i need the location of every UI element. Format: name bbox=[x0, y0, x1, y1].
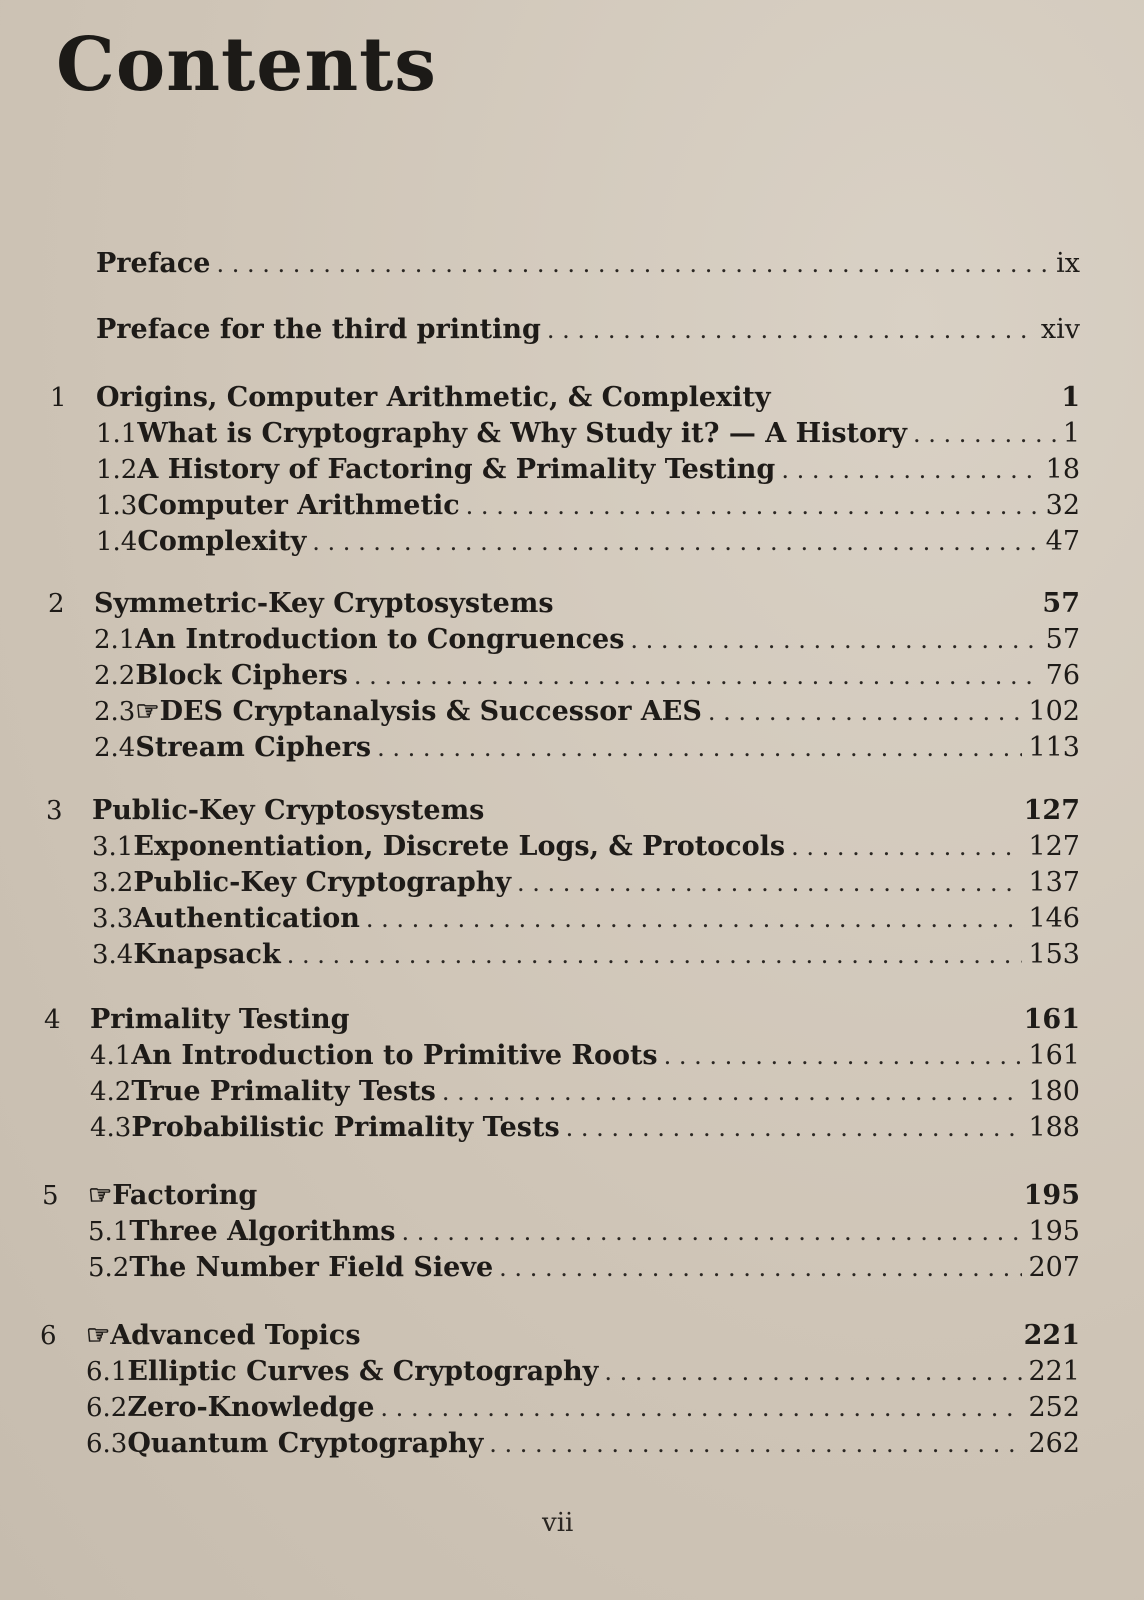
section-page: 127 bbox=[1028, 831, 1080, 862]
section-number: 3.4 bbox=[92, 940, 134, 970]
toc-chapter-6[interactable] bbox=[40, 1318, 1080, 1354]
dot-leader bbox=[630, 622, 1039, 658]
dot-leader bbox=[781, 452, 1039, 488]
dot-leader bbox=[442, 1074, 1023, 1110]
dot-leader bbox=[216, 246, 1050, 282]
toc-section-5.1[interactable] bbox=[88, 1214, 1080, 1250]
chapter-number: 6 bbox=[40, 1321, 57, 1351]
section-number: 5.2 bbox=[88, 1253, 130, 1283]
section-page: 262 bbox=[1028, 1428, 1080, 1459]
section-title: Zero-Knowledge bbox=[127, 1392, 375, 1423]
chapter-title: ☞Factoring bbox=[88, 1180, 258, 1211]
section-number: 4.3 bbox=[90, 1113, 132, 1143]
section-page: 1 bbox=[1062, 418, 1080, 449]
chapter-number: 3 bbox=[46, 796, 63, 826]
section-page: 180 bbox=[1028, 1076, 1080, 1107]
section-title: Quantum Cryptography bbox=[127, 1428, 484, 1459]
section-number: 1.4 bbox=[96, 527, 138, 557]
section-number: 4.1 bbox=[90, 1041, 132, 1071]
section-page: 161 bbox=[1028, 1040, 1080, 1071]
toc-section-3.4[interactable] bbox=[92, 937, 1080, 973]
toc-section-1.2[interactable] bbox=[96, 452, 1080, 488]
section-page: 113 bbox=[1028, 732, 1080, 763]
section-number: 2.1 bbox=[94, 625, 136, 655]
toc-section-1.4[interactable] bbox=[96, 524, 1080, 560]
dot-leader bbox=[466, 488, 1040, 524]
chapter-title: Origins, Computer Arithmetic, & Complexity bbox=[96, 382, 771, 413]
section-title: A History of Factoring & Primality Testing bbox=[137, 454, 776, 485]
chapter-page: 127 bbox=[1023, 795, 1080, 826]
section-page: 18 bbox=[1045, 454, 1080, 485]
entry-title: Preface bbox=[96, 248, 211, 279]
chapter-title: ☞Advanced Topics bbox=[86, 1320, 361, 1351]
section-page: 137 bbox=[1028, 867, 1080, 898]
toc-section-2.1[interactable] bbox=[94, 622, 1080, 658]
section-title: Computer Arithmetic bbox=[137, 490, 460, 521]
toc-section-3.3[interactable] bbox=[92, 901, 1080, 937]
section-title: What is Cryptography & Why Study it? — A History bbox=[137, 418, 907, 449]
chapter-number: 1 bbox=[50, 383, 67, 413]
section-number: 6.2 bbox=[86, 1393, 128, 1423]
chapter-number: 5 bbox=[42, 1181, 59, 1211]
toc-entry-preface[interactable] bbox=[96, 312, 1080, 348]
section-page: 146 bbox=[1028, 903, 1080, 934]
dot-leader bbox=[499, 1250, 1022, 1286]
dot-leader bbox=[366, 901, 1023, 937]
section-page: 188 bbox=[1028, 1112, 1080, 1143]
section-title: Probabilistic Primality Tests bbox=[131, 1112, 560, 1143]
toc-section-3.1[interactable] bbox=[92, 829, 1080, 865]
toc-section-3.2[interactable] bbox=[92, 865, 1080, 901]
dot-leader bbox=[664, 1038, 1023, 1074]
dot-leader bbox=[708, 694, 1023, 730]
toc-chapter-4[interactable] bbox=[44, 1002, 1080, 1038]
section-title: Authentication bbox=[133, 903, 360, 934]
section-title: Elliptic Curves & Cryptography bbox=[127, 1356, 599, 1387]
section-number: 2.2 bbox=[94, 661, 136, 691]
toc-section-2.4[interactable] bbox=[94, 730, 1080, 766]
section-page: 195 bbox=[1028, 1216, 1080, 1247]
section-number: 1.2 bbox=[96, 455, 138, 485]
entry-page: xiv bbox=[1040, 314, 1080, 345]
section-title: An Introduction to Congruences bbox=[135, 624, 625, 655]
section-title: True Primality Tests bbox=[131, 1076, 436, 1107]
chapter-number: 2 bbox=[48, 589, 65, 619]
section-number: 2.4 bbox=[94, 733, 136, 763]
section-title: Complexity bbox=[137, 526, 307, 557]
section-title: Exponentiation, Discrete Logs, & Protocols bbox=[133, 831, 786, 862]
dot-leader bbox=[377, 730, 1022, 766]
section-page: 57 bbox=[1045, 624, 1080, 655]
section-page: 76 bbox=[1045, 660, 1080, 691]
dot-leader bbox=[402, 1214, 1023, 1250]
section-number: 3.2 bbox=[92, 868, 134, 898]
chapter-title: Public-Key Cryptosystems bbox=[92, 795, 485, 826]
section-number: 2.3 bbox=[94, 697, 136, 727]
dot-leader bbox=[547, 312, 1035, 348]
toc-chapter-5[interactable] bbox=[42, 1178, 1080, 1214]
section-title: The Number Field Sieve bbox=[129, 1252, 494, 1283]
chapter-page: 161 bbox=[1023, 1004, 1080, 1035]
toc-section-6.2[interactable] bbox=[86, 1390, 1080, 1426]
chapter-page: 57 bbox=[1042, 588, 1080, 619]
toc-entry-preface[interactable] bbox=[96, 246, 1080, 282]
dot-leader bbox=[287, 937, 1023, 973]
section-title: Public-Key Cryptography bbox=[133, 867, 512, 898]
page-title: Contents bbox=[56, 22, 437, 108]
section-number: 1.3 bbox=[96, 491, 138, 521]
toc-section-4.3[interactable] bbox=[90, 1110, 1080, 1146]
dot-leader bbox=[913, 416, 1057, 452]
section-number: 6.3 bbox=[86, 1429, 128, 1459]
toc-chapter-1[interactable] bbox=[50, 380, 1080, 416]
section-page: 47 bbox=[1045, 526, 1080, 557]
section-title: Stream Ciphers bbox=[135, 732, 372, 763]
dot-leader bbox=[517, 865, 1022, 901]
chapter-number: 4 bbox=[44, 1005, 61, 1035]
section-number: 1.1 bbox=[96, 419, 138, 449]
toc-section-4.1[interactable] bbox=[90, 1038, 1080, 1074]
toc-section-2.3[interactable] bbox=[94, 694, 1080, 730]
chapter-title: Primality Testing bbox=[90, 1004, 350, 1035]
section-number: 3.3 bbox=[92, 904, 134, 934]
section-number: 6.1 bbox=[86, 1357, 128, 1387]
toc-chapter-2[interactable] bbox=[48, 586, 1080, 622]
toc-section-2.2[interactable] bbox=[94, 658, 1080, 694]
toc-section-5.2[interactable] bbox=[88, 1250, 1080, 1286]
page-number-footer: vii bbox=[542, 1508, 574, 1538]
section-title: Three Algorithms bbox=[129, 1216, 396, 1247]
toc-section-1.1[interactable] bbox=[96, 416, 1080, 452]
section-page: 102 bbox=[1028, 696, 1080, 727]
section-page: 207 bbox=[1028, 1252, 1080, 1283]
toc-section-1.3[interactable] bbox=[96, 488, 1080, 524]
chapter-title: Symmetric-Key Cryptosystems bbox=[94, 588, 554, 619]
section-page: 252 bbox=[1028, 1392, 1080, 1423]
section-title: Block Ciphers bbox=[135, 660, 348, 691]
section-page: 32 bbox=[1045, 490, 1080, 521]
entry-title: Preface for the third printing bbox=[96, 314, 541, 345]
section-number: 3.1 bbox=[92, 832, 134, 862]
dot-leader bbox=[566, 1110, 1023, 1146]
section-number: 4.2 bbox=[90, 1077, 132, 1107]
dot-leader bbox=[489, 1426, 1022, 1462]
dot-leader bbox=[354, 658, 1040, 694]
chapter-page: 221 bbox=[1023, 1320, 1080, 1351]
toc-chapter-3[interactable] bbox=[46, 793, 1080, 829]
section-number: 5.1 bbox=[88, 1217, 130, 1247]
section-title: Knapsack bbox=[133, 939, 281, 970]
chapter-page: 195 bbox=[1023, 1180, 1080, 1211]
toc-section-4.2[interactable] bbox=[90, 1074, 1080, 1110]
section-page: 153 bbox=[1028, 939, 1080, 970]
entry-page: ix bbox=[1056, 248, 1080, 279]
section-title: An Introduction to Primitive Roots bbox=[131, 1040, 658, 1071]
chapter-page: 1 bbox=[1061, 382, 1080, 413]
toc-section-6.1[interactable] bbox=[86, 1354, 1080, 1390]
dot-leader bbox=[604, 1354, 1022, 1390]
section-title: ☞DES Cryptanalysis & Successor AES bbox=[135, 696, 702, 727]
dot-leader bbox=[791, 829, 1022, 865]
toc-section-6.3[interactable] bbox=[86, 1426, 1080, 1462]
dot-leader bbox=[312, 524, 1039, 560]
section-page: 221 bbox=[1028, 1356, 1080, 1387]
dot-leader bbox=[380, 1390, 1022, 1426]
